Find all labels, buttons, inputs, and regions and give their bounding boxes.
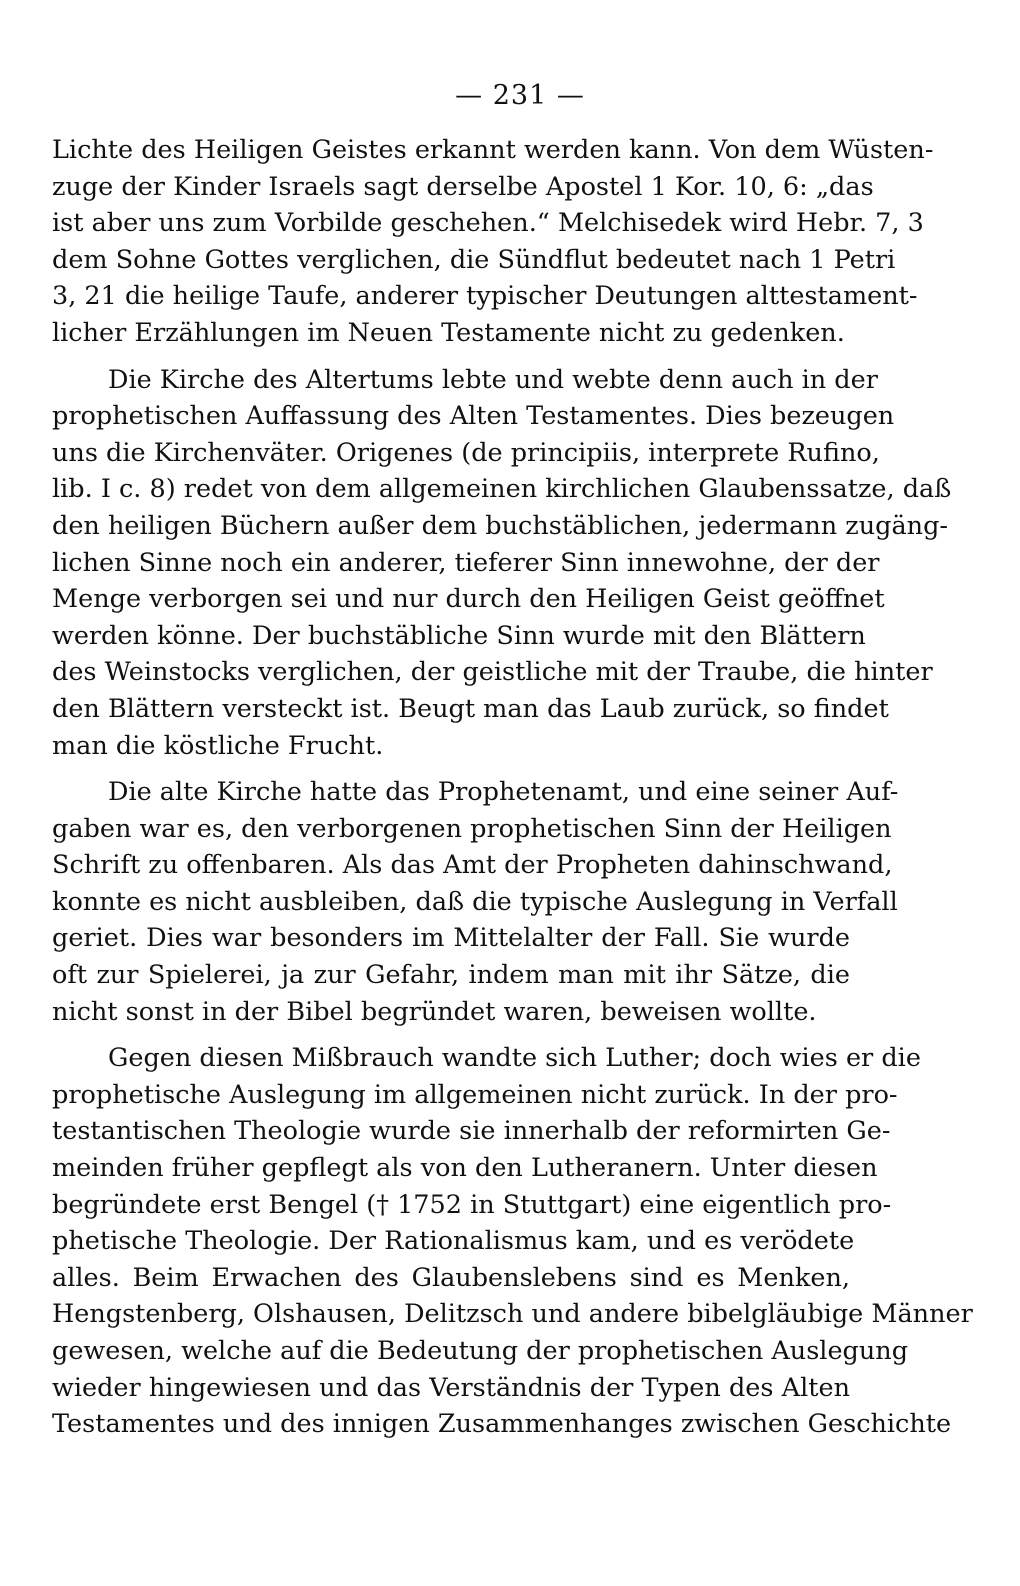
text-line: oft zur Spielerei, ja zur Gefahr, indem man mit ihr Sätze, die bbox=[52, 960, 850, 991]
text-line: lichen Sinne noch ein anderer, tieferer Sinn innewohne, der der bbox=[52, 547, 880, 578]
text-line: wieder hingewiesen und das Verständnis der Typen des Alten bbox=[52, 1372, 850, 1403]
text-line: Die alte Kirche hatte das Prophetenamt, und eine seiner Auf- bbox=[108, 777, 899, 808]
paragraph-3 bbox=[52, 774, 899, 1030]
text-line: dem Sohne Gottes verglichen, die Sündflut bedeutet nach 1 Petri bbox=[52, 244, 896, 275]
text-line: lib. I c. 8) redet von dem allgemeinen kirchlichen Glaubenssatze, daß bbox=[52, 474, 952, 505]
text-line: Menge verborgen sei und nur durch den Heiligen Geist geöffnet bbox=[52, 584, 885, 615]
paragraph-4 bbox=[52, 1040, 973, 1443]
text-line: testantischen Theologie wurde sie innerhalb der reformirten Ge- bbox=[52, 1116, 891, 1147]
text-line: 3, 21 die heilige Taufe, anderer typischer Deutungen alttestament- bbox=[52, 281, 918, 312]
text-line: zuge der Kinder Israels sagt derselbe Apostel 1 Kor. 10, 6: „das bbox=[52, 171, 874, 202]
text-line: prophetische Auslegung im allgemeinen nicht zurück. In der pro- bbox=[52, 1079, 898, 1110]
text-line: gaben war es, den verborgenen prophetischen Sinn der Heiligen bbox=[52, 813, 892, 844]
text-line: phetische Theologie. Der Rationalismus kam, und es verödete bbox=[52, 1226, 855, 1257]
text-line: prophetischen Auffassung des Alten Testamentes. Dies bezeugen bbox=[52, 401, 895, 432]
text-line: meinden früher gepflegt als von den Lutheranern. Unter diesen bbox=[52, 1153, 878, 1184]
text-line: licher Erzählungen im Neuen Testamente nicht zu gedenken. bbox=[52, 317, 845, 348]
text-line: konnte es nicht ausbleiben, daß die typische Auslegung in Verfall bbox=[52, 886, 898, 917]
text-line: des Weinstocks verglichen, der geistliche mit der Traube, die hinter bbox=[52, 657, 933, 688]
body-text bbox=[52, 132, 973, 1443]
text-line: nicht sonst in der Bibel begründet waren, beweisen wollte. bbox=[52, 996, 817, 1027]
text-line: werden könne. Der buchstäbliche Sinn wurde mit den Blättern bbox=[52, 620, 866, 651]
text-line: Die Kirche des Altertums lebte und webte denn auch in der bbox=[108, 364, 878, 395]
text-line: Schrift zu offenbaren. Als das Amt der Propheten dahinschwand, bbox=[52, 850, 893, 881]
text-line: ist aber uns zum Vorbilde geschehen.“ Melchisedek wird Hebr. 7, 3 bbox=[52, 208, 924, 239]
text-line: man die köstliche Frucht. bbox=[52, 730, 384, 761]
paragraph-1 bbox=[52, 132, 934, 352]
text-line: Hengstenberg, Olshausen, Delitzsch und andere bibelgläubige Männer bbox=[52, 1299, 973, 1330]
text-line: begründete erst Bengel († 1752 in Stuttgart) eine eigentlich pro- bbox=[52, 1189, 892, 1220]
text-line: uns die Kirchenväter. Origenes (de principiis, interprete Rufino, bbox=[52, 437, 880, 468]
text-line: gewesen, welche auf die Bedeutung der prophetischen Auslegung bbox=[52, 1336, 909, 1366]
text-line: den heiligen Büchern außer dem buchstäblichen, jedermann zugäng- bbox=[52, 510, 949, 541]
text-line: Lichte des Heiligen Geistes erkannt werden kann. Von dem Wüsten- bbox=[52, 135, 934, 165]
text-line: Testamentes und des innigen Zusammenhanges zwischen Geschichte bbox=[52, 1409, 952, 1440]
paragraph-2 bbox=[52, 362, 952, 765]
text-line: alles. Beim Erwachen des Glaubenslebens sind es Menken, bbox=[52, 1262, 850, 1293]
page-number: — 231 — bbox=[455, 80, 585, 111]
text-line: den Blättern versteckt ist. Beugt man das Laub zurück, so findet bbox=[52, 693, 889, 724]
text-line: Gegen diesen Mißbrauch wandte sich Luther; doch wies er die bbox=[108, 1043, 921, 1074]
text-line: geriet. Dies war besonders im Mittelalter der Fall. Sie wurde bbox=[52, 923, 850, 954]
